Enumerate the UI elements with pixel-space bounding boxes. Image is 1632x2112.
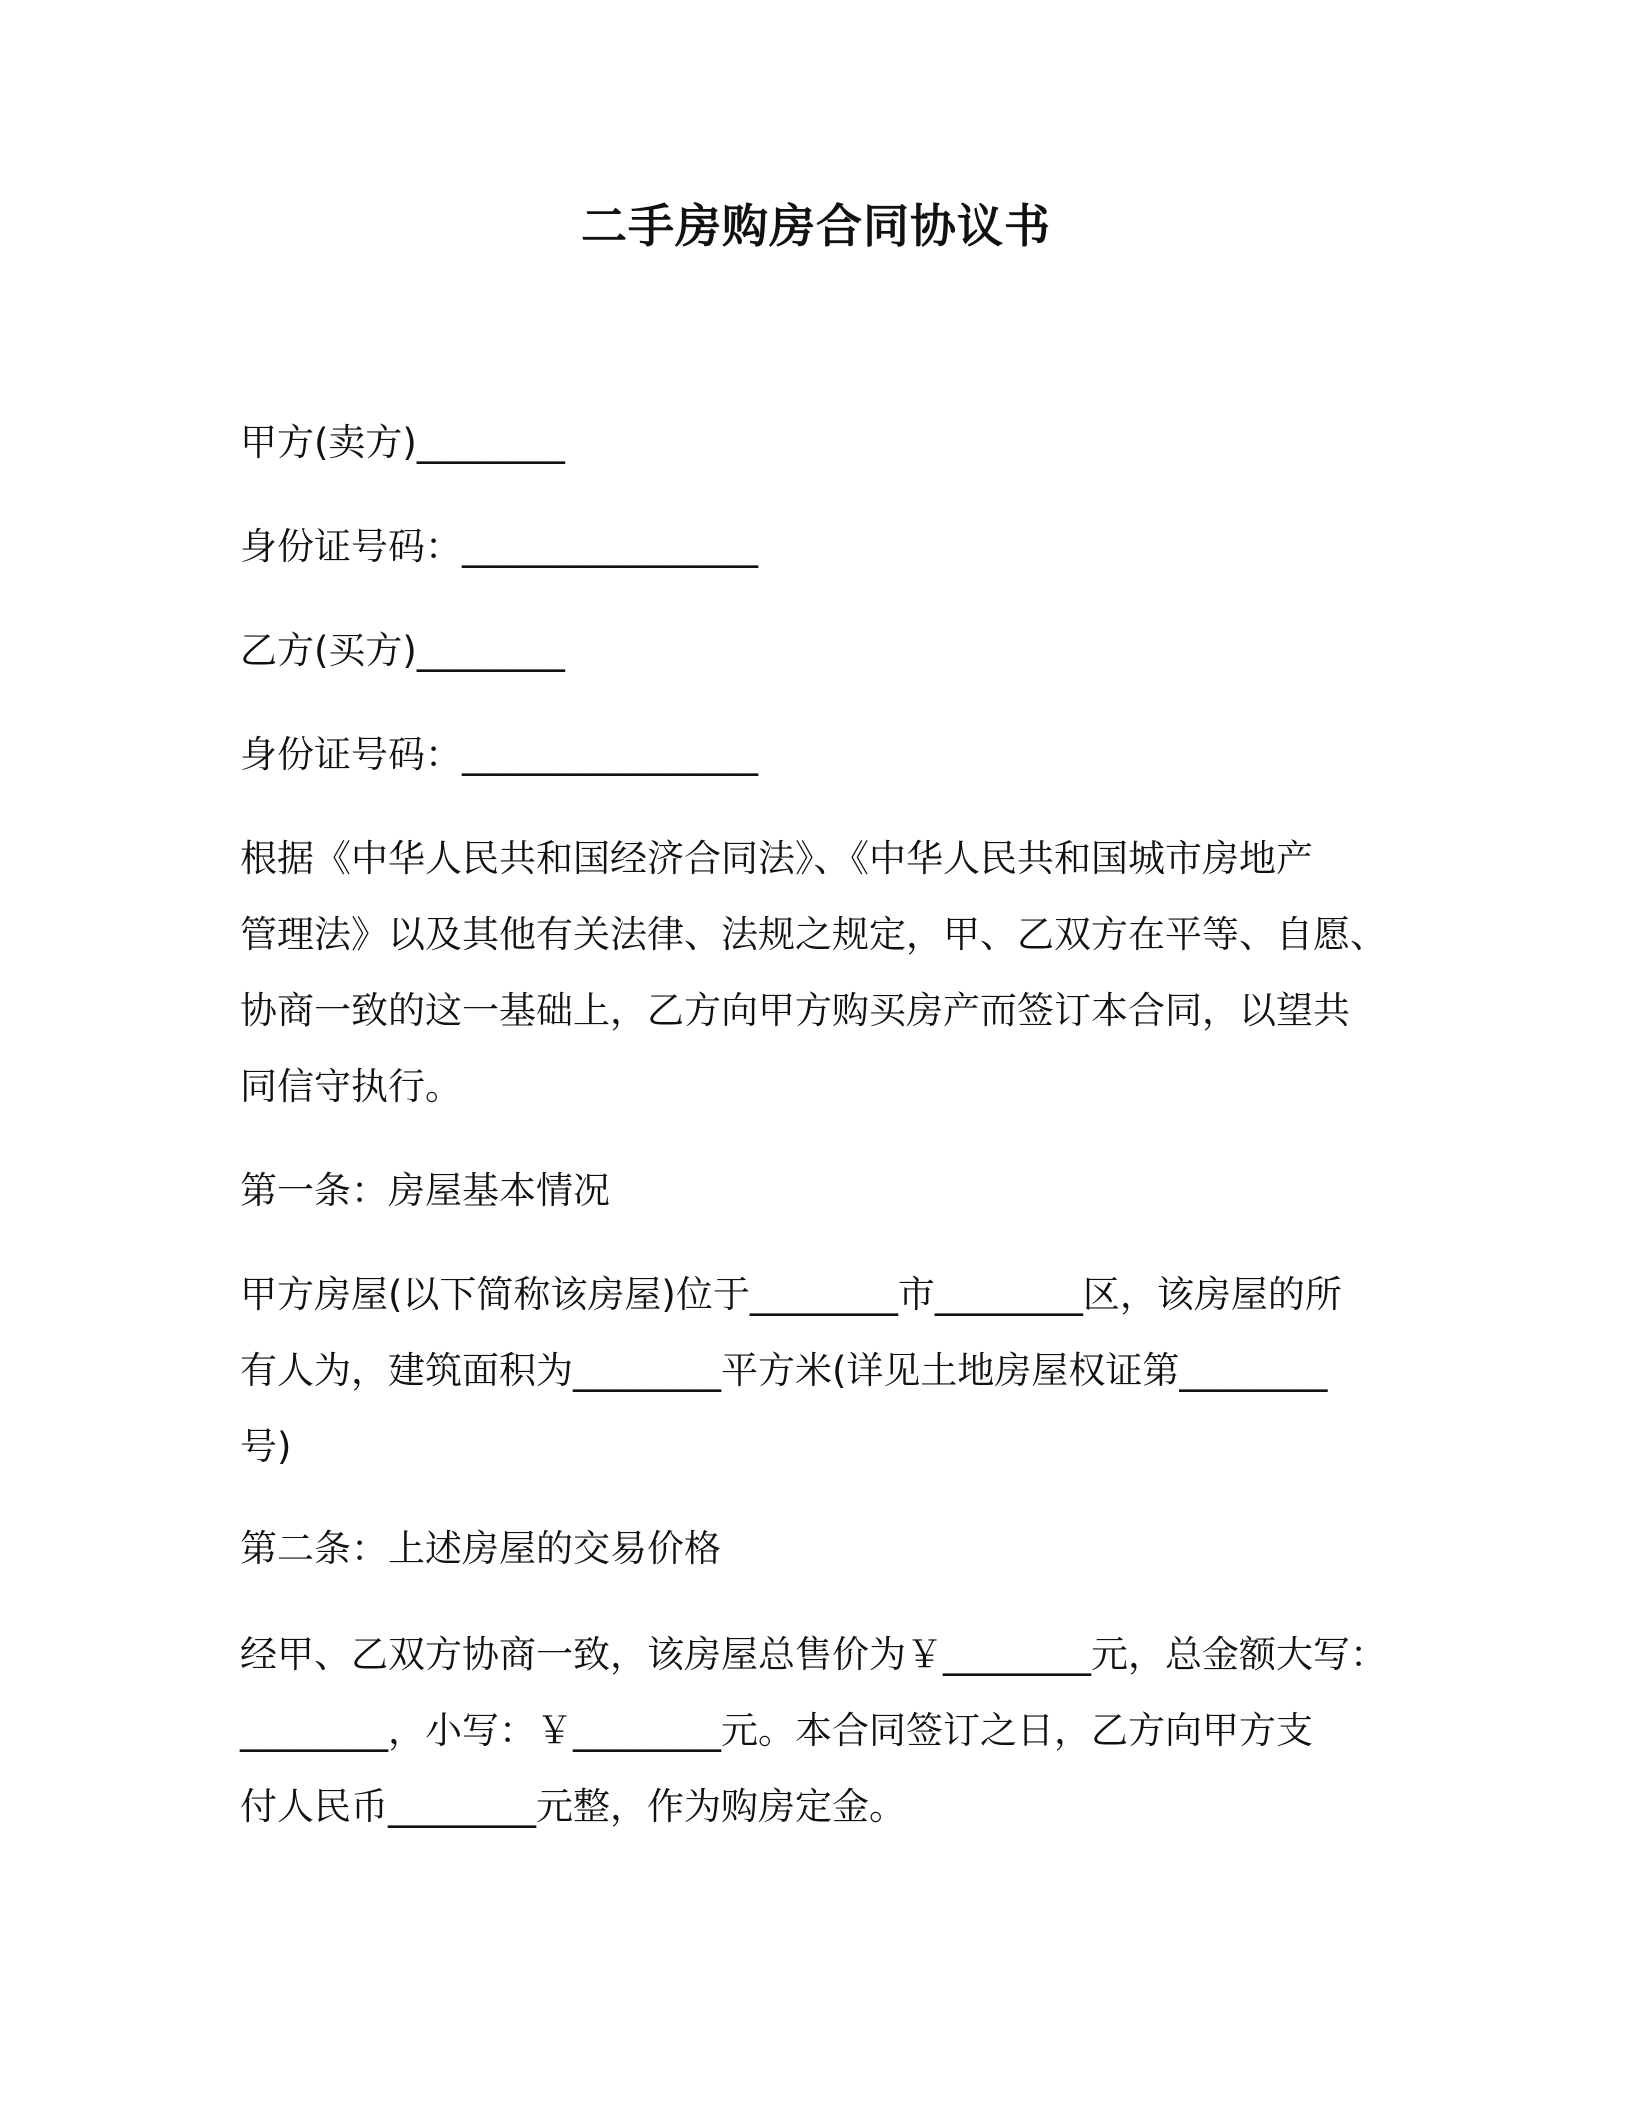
article1-heading: 第一条：房屋基本情况 xyxy=(240,1169,610,1212)
article2-body-line: 经甲、乙双方协商一致，该房屋总售价为￥________元，总金额大写： xyxy=(240,1633,1387,1676)
preamble-line: 管理法》以及其他有关法律、法规之规定，甲、乙双方在平等、自愿、 xyxy=(240,913,1387,956)
article2-body-line: ________，小写：￥________元。本合同签订之日，乙方向甲方支 xyxy=(240,1709,1313,1752)
party-a-line: 甲方(卖方)________ xyxy=(240,421,565,464)
article2-body-line: 付人民币________元整，作为购房定金。 xyxy=(240,1785,906,1828)
article1-body-line: 有人为，建筑面积为________平方米(详见土地房屋权证第________ xyxy=(240,1349,1328,1392)
article2-heading: 第二条：上述房屋的交易价格 xyxy=(240,1527,721,1570)
article1-body-line: 甲方房屋(以下简称该房屋)位于________市________区，该房屋的所 xyxy=(240,1273,1342,1316)
party-b-line: 乙方(买方)________ xyxy=(240,629,565,672)
party-a-id-line: 身份证号码：________________ xyxy=(240,525,758,568)
preamble-line: 协商一致的这一基础上，乙方向甲方购买房产而签订本合同，以望共 xyxy=(240,989,1350,1032)
party-b-id-line: 身份证号码：________________ xyxy=(240,733,758,776)
preamble-line: 根据《中华人民共和国经济合同法》、《中华人民共和国城市房地产 xyxy=(240,837,1313,880)
article1-body-line: 号) xyxy=(240,1425,292,1468)
document-title: 二手房购房合同协议书 xyxy=(581,199,1051,253)
preamble-line: 同信守执行。 xyxy=(240,1065,462,1108)
